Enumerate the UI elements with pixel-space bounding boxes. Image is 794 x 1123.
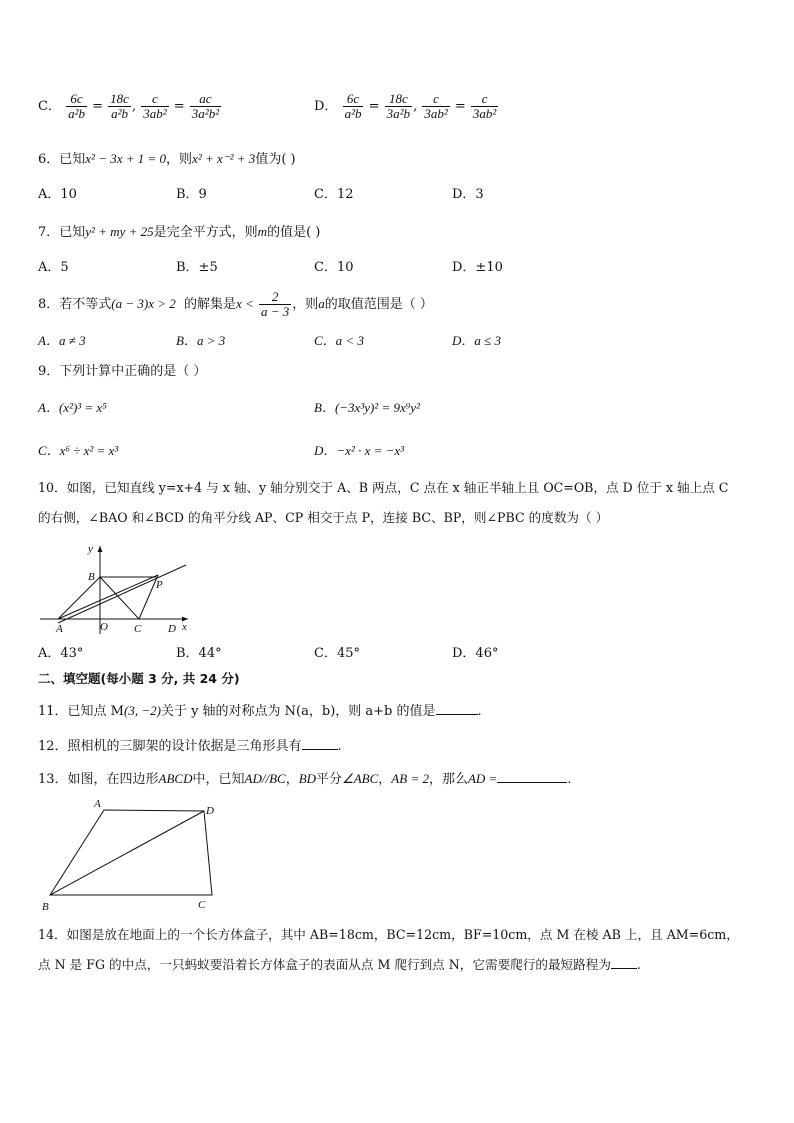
q5-option-d: D． $\frac{6c}{\text{a²b}}$ = $\frac{18c}{\text{3a²b}}$ , $\frac{c}{\text{3ab²}}$ = $\frac{c}{\text{3ab²}}$ bbox=[314, 91, 497, 121]
q10-option-b: B．44° bbox=[176, 646, 222, 661]
fig-label-y: y bbox=[88, 543, 93, 555]
q10-stem-line1: 10．如图，已知直线 y=x+4 与 x 轴、y 轴分别交于 A、B 两点，C 点在 x 轴正半轴上且 OC=OB，点 D 位于 x 轴上点 C bbox=[38, 480, 729, 495]
fraction: $\frac{c}{\text{3ab²}}$ bbox=[424, 91, 448, 121]
fig-label-c: C bbox=[134, 623, 142, 635]
fraction: $\frac{c}{\text{3ab²}}$ bbox=[143, 91, 167, 121]
fraction: $\frac{2}{a - 3}$ bbox=[260, 289, 290, 319]
q7-option-c: C．10 bbox=[314, 260, 354, 275]
fraction: $\frac{18c}{\text{3a²b}}$ bbox=[386, 91, 411, 121]
q13-figure bbox=[38, 798, 228, 916]
q7-option-a: A．5 bbox=[38, 260, 69, 275]
q8-option-a: A．a ≠ 3 bbox=[38, 333, 86, 348]
q6-stem: 6．已知x² − 3x + 1 = 0，则x² + x⁻² + 3值为( ) bbox=[38, 151, 296, 167]
q6-option-c: C．12 bbox=[314, 187, 354, 202]
fraction: $\frac{6c}{\text{a²b}}$ bbox=[344, 91, 362, 121]
q8-option-b: B．a > 3 bbox=[176, 333, 226, 348]
q10-option-c: C．45° bbox=[314, 646, 360, 661]
q7-option-b: B．±5 bbox=[176, 260, 218, 275]
q10-stem-line2: 的右侧，∠BAO 和∠BCD 的角平分线 AP、CP 相交于点 P，连接 BC、BP，则∠PBC 的度数为（ ） bbox=[38, 510, 609, 525]
q5-option-c: C． $\frac{6c}{\text{a²b}}$ = $\frac{18c}{\text{a²b}}$ , $\frac{c}{\text{3ab²}}$ = $\frac{ac}{\text{3a²b²}}$ bbox=[38, 91, 220, 121]
answer-blank[interactable] bbox=[497, 770, 567, 783]
fraction: $\frac{c}{\text{3ab²}}$ bbox=[472, 91, 497, 121]
q14-stem-line2: 点 N 是 FG 的中点，一只蚂蚁要沿着长方体盒子的表面从点 M 爬行到点 N，它需要爬行的最短路程为 . bbox=[38, 957, 641, 972]
q9-stem: 9．下列计算中正确的是（ ） bbox=[38, 364, 207, 379]
fraction: $\frac{ac}{\text{3a²b²}}$ bbox=[191, 91, 220, 121]
fig-label-o: O bbox=[100, 621, 108, 633]
q12-stem: 12．照相机的三脚架的设计依据是三角形具有 . bbox=[38, 739, 342, 754]
fraction: $\frac{18c}{\text{a²b}}$ bbox=[110, 91, 129, 121]
q8-option-c: C．a < 3 bbox=[314, 333, 364, 348]
fig-label-b: B bbox=[88, 571, 95, 583]
q7-option-d: D．±10 bbox=[452, 260, 503, 275]
answer-blank[interactable] bbox=[611, 956, 637, 969]
q11-stem: 11．已知点 M(3, −2)关于 y 轴的对称点为 N(a，b)，则 a+b 的值是 . bbox=[38, 703, 482, 719]
q10-option-a: A．43° bbox=[38, 646, 84, 661]
q8-stem: 8．若不等式(a − 3)x > 2 的解集是x < $\frac{2}{a - 3}$ ，则a的取值范围是（ ） bbox=[38, 289, 433, 319]
q10-option-d: D．46° bbox=[452, 646, 499, 661]
fig-label-a: A bbox=[94, 798, 101, 810]
fig-label-a: A bbox=[56, 623, 63, 635]
section-heading: 二、填空题(每小题 3 分, 共 24 分) bbox=[38, 671, 240, 686]
q6-option-d: D．3 bbox=[452, 187, 484, 202]
q9-option-d: D．−x² · x = −x³ bbox=[314, 443, 405, 458]
answer-blank[interactable] bbox=[436, 702, 478, 715]
q13-stem: 13．如图，在四边形ABCD中，已知AD//BC，BD平分∠ABC，AB = 2，那么AD = . bbox=[38, 771, 572, 787]
q8-option-d: D．a ≤ 3 bbox=[452, 333, 502, 348]
fig-label-p: P bbox=[156, 579, 163, 591]
fig-label-d: D bbox=[206, 805, 214, 817]
fig-label-c: C bbox=[198, 899, 206, 911]
q9-option-a: A．(x²)³ = x⁵ bbox=[38, 400, 107, 415]
q7-stem: 7．已知y² + my + 25是完全平方式，则m的值是( ) bbox=[38, 224, 321, 240]
fig-label-d: D bbox=[168, 623, 176, 635]
q6-option-b: B．9 bbox=[176, 187, 207, 202]
fig-label-b: B bbox=[42, 901, 49, 913]
fraction: $\frac{6c}{\text{a²b}}$ bbox=[68, 91, 85, 121]
q9-option-b: B．(−3x³y)² = 9x⁹y² bbox=[314, 400, 420, 415]
q14-stem-line1: 14．如图是放在地面上的一个长方体盒子，其中 AB=18cm，BC=12cm，BF=10cm，点 M 在棱 AB 上，且 AM=6cm， bbox=[38, 927, 739, 942]
answer-blank[interactable] bbox=[302, 737, 338, 750]
q6-option-a: A．10 bbox=[38, 187, 77, 202]
fig-label-x: x bbox=[182, 621, 187, 633]
q9-option-c: C．x⁶ ÷ x² = x³ bbox=[38, 443, 119, 458]
q10-figure bbox=[38, 540, 198, 636]
